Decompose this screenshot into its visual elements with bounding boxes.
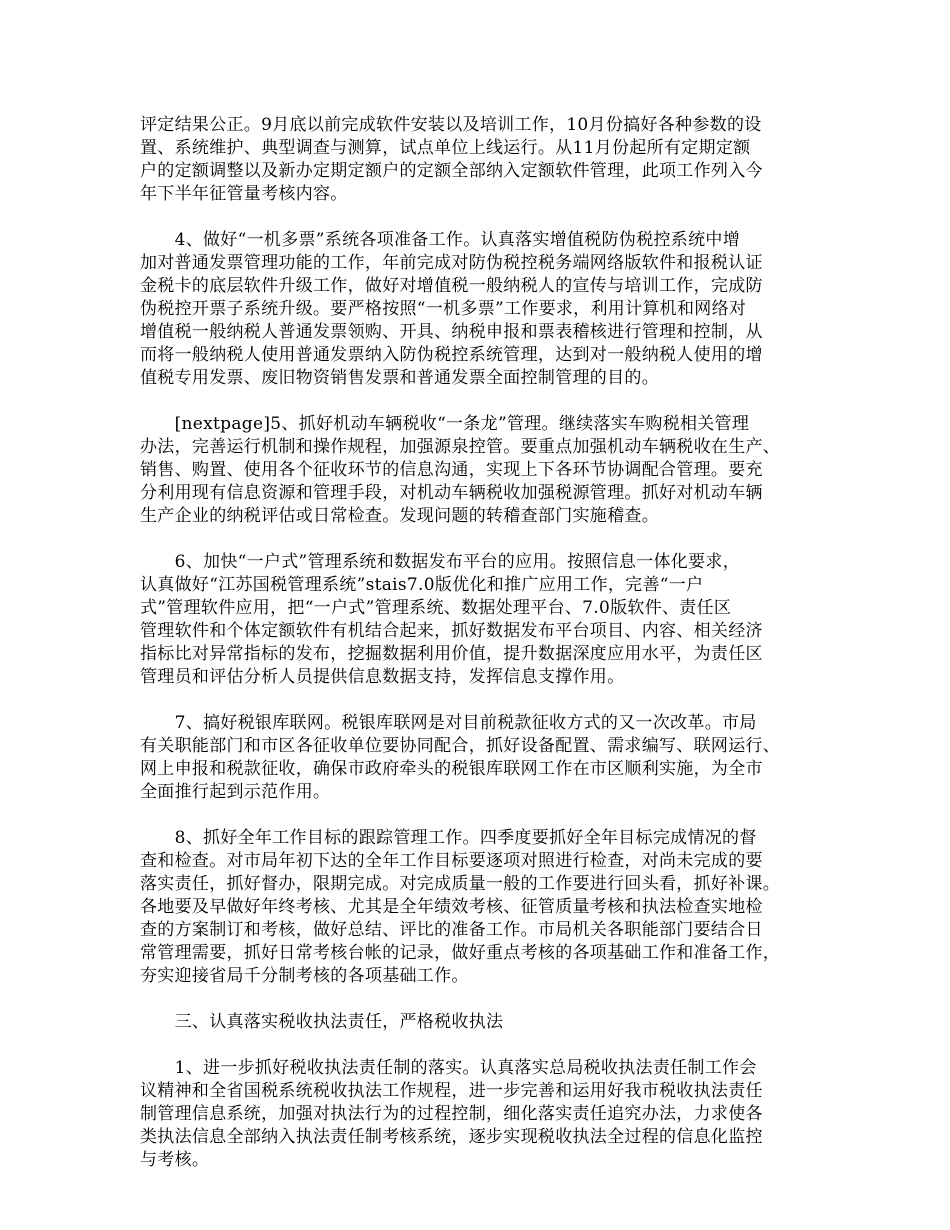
- paragraph-quota-software: [140, 114, 820, 206]
- paragraph-item-4: [140, 229, 820, 390]
- text-line: 办法，完善运行机制和操作规程，加强源泉控管。要重点加强机动车辆税收在生产、: [140, 437, 781, 457]
- text-line: 生产企业的纳税评估或日常检查。发现问题的转稽查部门实施稽查。: [140, 506, 659, 526]
- text-line: 类执法信息全部纳入执法责任制考核系统，逐步实现税收执法全过程的信息化监控: [140, 1127, 763, 1147]
- text-line: 制管理信息系统，加强对执法行为的过程控制，细化落实责任追究办法，力求使各: [140, 1104, 763, 1124]
- text-line: 金税卡的底层软件升级工作，做好对增值税一般纳税人的宣传与培训工作，完成防: [140, 276, 763, 296]
- text-line: 置、系统维护、典型调查与测算，试点单位上线运行。从11月份起所有定期定额: [140, 138, 751, 158]
- text-line: 常管理需要，抓好日常考核台帐的记录，做好重点考核的各项基础工作和准备工作，: [140, 943, 781, 963]
- text-line: 值税专用发票、废旧物资销售发票和普通发票全面控制管理的目的。: [140, 368, 659, 388]
- text-line: 全面推行起到示范作用。: [140, 782, 331, 802]
- text-line: 户的定额调整以及新办定期定额户的定额全部纳入定额软件管理，此项工作列入今: [140, 161, 763, 181]
- section-heading-text: 三、认真落实税收执法责任，严格税收执法: [140, 1012, 504, 1032]
- text-line: 管理员和评估分析人员提供信息数据支持，发挥信息支撑作用。: [140, 667, 625, 687]
- text-line: 7、搞好税银库联网。税银库联网是对目前税款征收方式的又一次改革。市局: [140, 713, 757, 733]
- text-line: 认真做好“江苏国税管理系统”stais7.0版优化和推广应用工作，完善“一户: [140, 575, 704, 595]
- text-line: 伪税控开票子系统升级。要严格按照“一机多票”工作要求，利用计算机和网络对: [140, 299, 747, 319]
- text-line: 年下半年征管量考核内容。: [140, 184, 348, 204]
- document-body: [140, 114, 820, 1195]
- text-line: 有关职能部门和市区各征收单位要协同配合，抓好设备配置、需求编写、联网运行、: [140, 736, 781, 756]
- text-line: 网上申报和税款征收，确保市政府牵头的税银库联网工作在市区顺利实施，为全市: [140, 759, 763, 779]
- paragraph-item-6: [140, 551, 820, 689]
- text-line: 而将一般纳税人使用普通发票纳入防伪税控系统管理，达到对一般纳税人使用的增: [140, 345, 763, 365]
- text-line: 8、抓好全年工作目标的跟踪管理工作。四季度要抓好全年目标完成情况的督: [140, 828, 757, 848]
- text-line: 加对普通发票管理功能的工作，年前完成对防伪税控税务端网络版软件和报税认证: [140, 253, 763, 273]
- text-line: 查和检查。对市局年初下达的全年工作目标要逐项对照进行检查，对尚未完成的要: [140, 851, 763, 871]
- text-line: 销售、购置、使用各个征收环节的信息沟通，实现上下各环节协调配合管理。要充: [140, 460, 763, 480]
- text-line: 夯实迎接省局千分制考核的各项基础工作。: [140, 966, 469, 986]
- text-line: 4、做好“一机多票”系统各项准备工作。认真落实增值税防伪税控系统中增: [140, 230, 740, 250]
- text-line: 指标比对异常指标的发布，挖掘数据利用价值，提升数据深度应用水平，为责任区: [140, 644, 763, 664]
- text-line: 6、加快“一户式”管理系统和数据发布平台的应用。按照信息一体化要求，: [140, 552, 740, 572]
- text-line: 1、进一步抓好税收执法责任制的落实。认真落实总局税收执法责任制工作会: [140, 1058, 757, 1078]
- text-line: 查的方案制订和考核，做好总结、评比的准备工作。市局机关各职能部门要结合日: [140, 920, 763, 940]
- text-line: [nextpage]5、抓好机动车辆税收“一条龙”管理。继续落实车购税相关管理: [140, 414, 750, 434]
- paragraph-item-5: [140, 413, 820, 528]
- text-line: 分利用现有信息资源和管理手段，对机动车辆税收加强税源管理。抓好对机动车辆: [140, 483, 763, 503]
- text-line: 增值税一般纳税人普通发票领购、开具、纳税申报和票表稽核进行管理和控制，从: [140, 322, 763, 342]
- paragraph-item-7: [140, 712, 820, 804]
- text-line: 议精神和全省国税系统税收执法工作规程，进一步完善和运用好我市税收执法责任: [140, 1081, 763, 1101]
- text-line: 落实责任，抓好督办，限期完成。对完成质量一般的工作要进行回头看，抓好补课。: [140, 874, 781, 894]
- paragraph-item-8: [140, 827, 820, 988]
- text-line: 各地要及早做好年终考核、尤其是全年绩效考核、征管质量考核和执法检查实地检: [140, 897, 763, 917]
- text-line: 与考核。: [140, 1150, 210, 1170]
- paragraph-section-3-item-1: [140, 1057, 820, 1172]
- text-line: 评定结果公正。9月底以前完成软件安装以及培训工作，10月份搞好各种参数的设: [140, 115, 762, 135]
- section-heading-3: [140, 1011, 820, 1034]
- text-line: 式”管理软件应用，把“一户式”管理系统、数据处理平台、7.0版软件、责任区: [140, 598, 732, 618]
- text-line: 管理软件和个体定额软件有机结合起来，抓好数据发布平台项目、内容、相关经济: [140, 621, 763, 641]
